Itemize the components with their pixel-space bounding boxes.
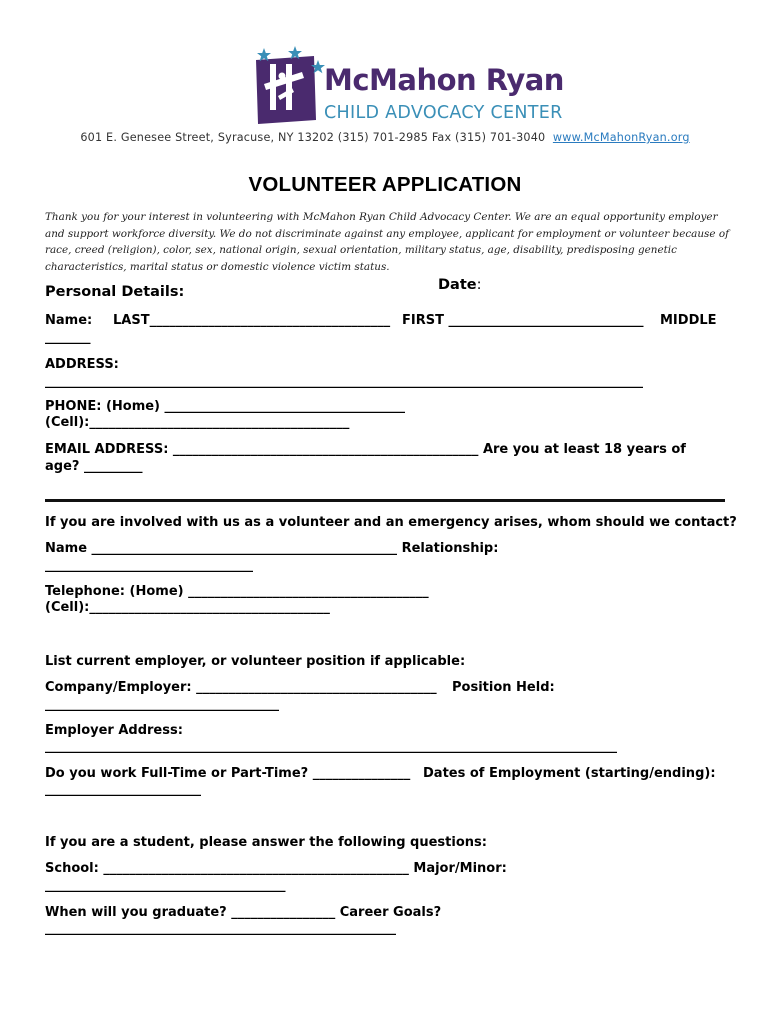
age-field[interactable]: age? _________ [45,459,143,474]
last-name-field[interactable]: LAST_____________________________________ [113,313,391,328]
personal-details-heading: Personal Details: [45,284,185,300]
section-divider [45,499,725,502]
graduation-field[interactable]: When will you graduate? ________________ Career Goals? [45,905,442,920]
mcmahon-ryan-logo [252,44,564,130]
emergency-phone-home-field[interactable]: Telephone: (Home) _____________________________________ [45,584,429,599]
fulltime-parttime-field[interactable]: Do you work Full-Time or Part-Time? _______________ [45,766,411,781]
student-heading: If you are a student, please answer the following questions: [45,835,487,850]
page-title: VOLUNTEER APPLICATION [248,173,522,196]
career-goals-field[interactable]: ______________________________________________________ [45,921,396,936]
major-minor-field[interactable]: _____________________________________ [45,878,286,893]
relationship-field[interactable]: ________________________________ [45,558,253,573]
middle-name-label: MIDDLE [660,313,717,328]
middle-name-field[interactable]: _______ [45,330,91,345]
position-field[interactable]: ____________________________________ [45,697,279,712]
emergency-phone-cell-field[interactable]: (Cell):_____________________________________ [45,600,330,615]
brand-name: McMahon Ryan [324,63,564,97]
position-label: Position Held: [452,680,555,695]
address-label: ADDRESS: [45,357,119,372]
name-label: Name: [45,313,93,328]
address-text: 601 E. Genesee Street, Syracuse, NY 13202 (315) 701-2985 Fax (315) 701-3040 [80,131,546,144]
date-colon: : [476,277,482,293]
school-field[interactable]: School: _______________________________________________ Major/Minor: [45,861,507,876]
employer-address-field[interactable]: ________________________________________________________________________________________ [45,739,617,754]
first-name-field[interactable]: FIRST ______________________________ [402,313,644,328]
date-label: Date [438,277,477,293]
phone-home-field[interactable]: PHONE: (Home) _____________________________________ [45,399,406,414]
date-field[interactable] [438,277,481,293]
website-link[interactable]: www.McMahonRyan.org [552,131,690,144]
emergency-question: If you are involved with us as a volunteer and an emergency arises, whom should we contact? [45,515,737,530]
brand-subtitle: CHILD ADVOCACY CENTER [324,103,563,123]
employment-dates-label: Dates of Employment (starting/ending): [423,766,716,781]
contact-line [0,131,770,144]
email-field[interactable]: EMAIL ADDRESS: _______________________________________________ Are you at least 18 years of [45,442,686,457]
company-field[interactable]: Company/Employer: _____________________________________ [45,680,437,695]
phone-cell-field[interactable]: (Cell):________________________________________ [45,415,350,430]
logo-emblem [256,56,316,124]
address-field[interactable]: ____________________________________________________________________________________________ [45,374,643,389]
intro-paragraph: Thank you for your interest in volunteering with McMahon Ryan Child Advocacy Center. We are an equal opportunity employer and support workforce diversity. We do not discriminate against any employee, applicant for employment or volunteer because of race, creed (religion), color, sex, national origin, sexual orientation, military status, age, disability, predisposing genetic characteristics, marital status or domestic violence victim status. [45,211,729,273]
employer-address-label: Employer Address: [45,723,183,738]
employment-dates-field[interactable]: ________________________ [45,782,201,797]
employment-heading: List current employer, or volunteer position if applicable: [45,654,466,669]
emergency-name-field[interactable]: Name _______________________________________________ Relationship: [45,541,499,556]
